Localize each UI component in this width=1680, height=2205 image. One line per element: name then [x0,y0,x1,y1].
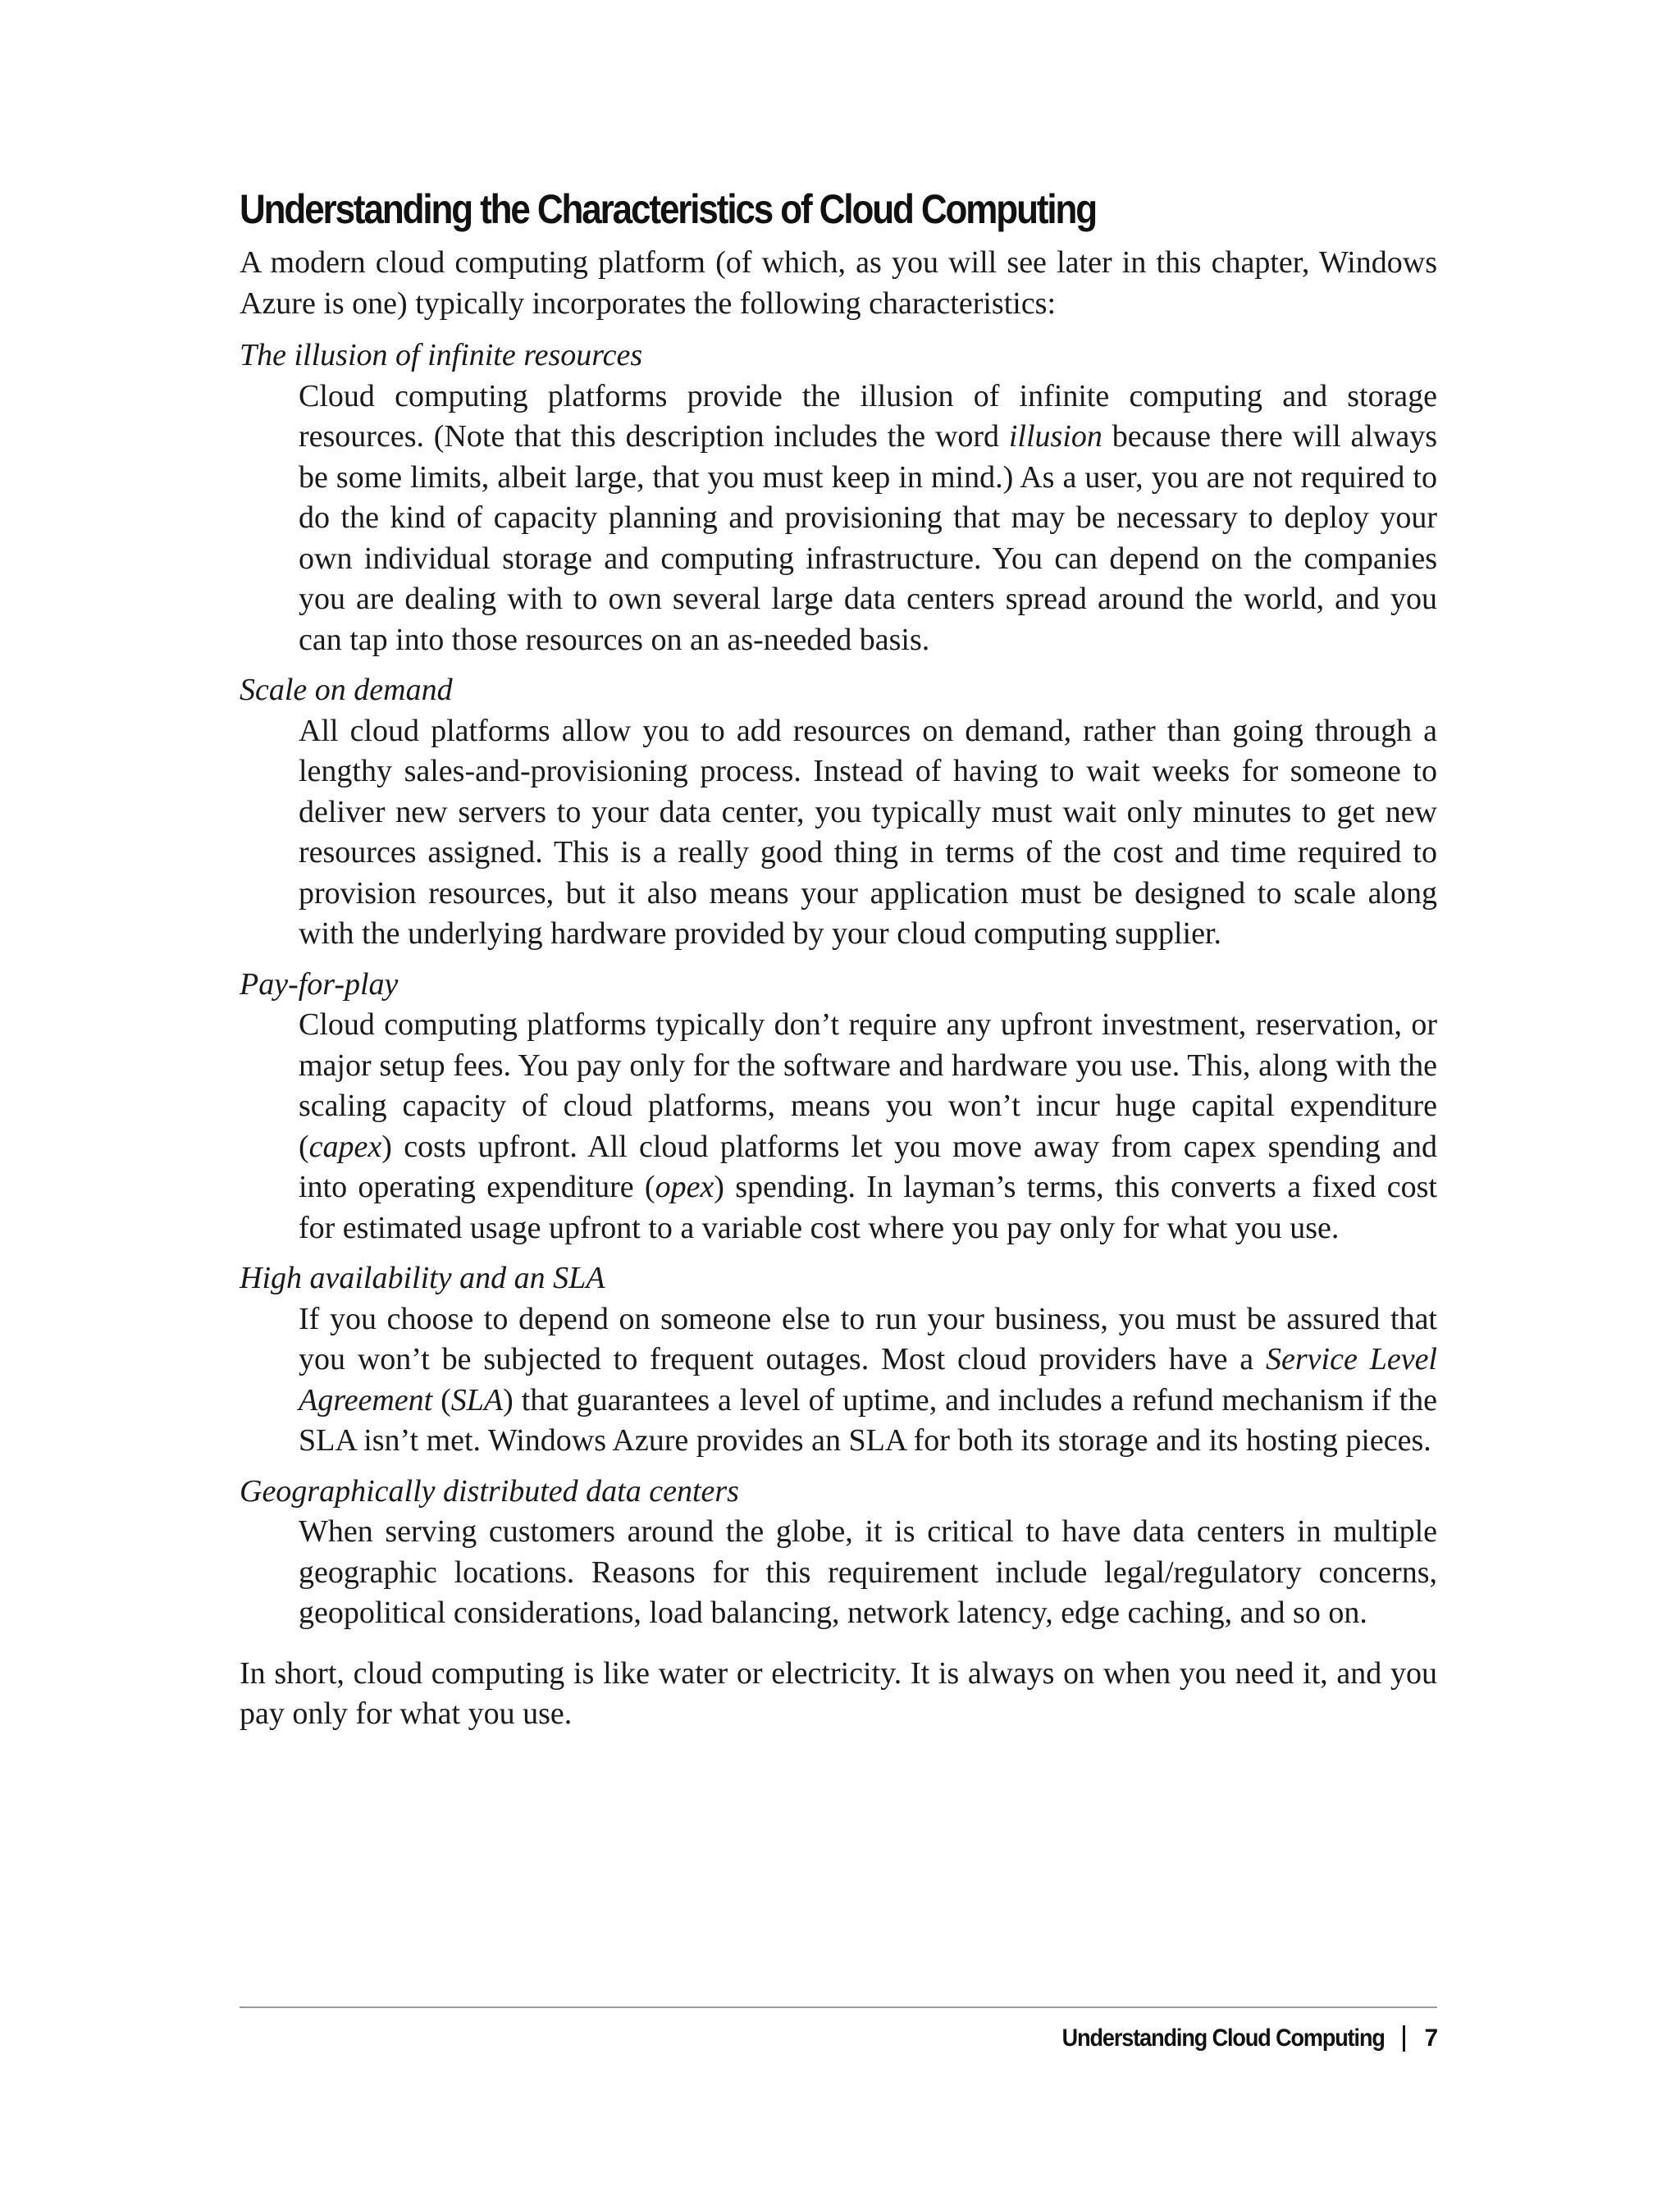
footer-chapter-title: Understanding Cloud Computing [1061,2025,1385,2052]
footer-divider [240,2006,1437,2008]
characteristic-term: The illusion of infinite resources [240,338,643,372]
definition-text: ( [432,1382,451,1418]
emphasized-term: opex [655,1170,714,1204]
characteristic-definition [299,1005,1437,1249]
definition-text: All cloud platforms allow you to add resources on demand, rather than going through a lengthy sales-and-provisioning process. Instead of having to wait weeks for someone to deliver new servers to your data center, you typically must wait only minutes to get new resources assigned. This is a really good thing in terms of the cost and time required to provision resources, but it also means your application must be designed to scale along with the underlying hardware provided by your cloud computing supplier. [299,713,1437,951]
characteristic-term: Geographically distributed data centers [240,1473,739,1509]
definition-text: When serving customers around the globe, it is critical to have data centers in multiple geographic locations. Reasons for this requirement include legal/regulatory concerns, geopolitical considerations, load balancing, network latency, edge caching, and so on. [299,1514,1437,1630]
page-content [240,182,1437,1735]
characteristic-term: High availability and an SLA [240,1261,605,1295]
summary-paragraph: In short, cloud computing is like water or electricity. It is always on when you need it, and you pay only for what you use. [240,1655,1437,1731]
definition-text: If you choose to depend on someone else to run your business, you must be assured that you won’t be subjected to frequent outages. Most cloud providers have a [299,1301,1437,1376]
definition-text: ) spending. In layman’s terms, this converts a fixed cost for estimated usage upfront to a variable cost where you pay only for what you use. [299,1170,1437,1245]
characteristic-definition [299,711,1437,955]
emphasized-term: illusion [1008,419,1102,454]
characteristic-definition [299,377,1437,661]
section-title: Understanding the Characteristics of Cloud Computing [240,186,1097,232]
footer-separator [1403,2025,1405,2052]
characteristic-definition [299,1299,1437,1462]
characteristics-list [240,336,1437,1634]
emphasized-term: SLA [450,1382,504,1418]
emphasized-term: Service Level Agreement [299,1342,1437,1418]
emphasized-term: capex [308,1129,382,1164]
definition-text: ) that guarantees a level of uptime, and includes a refund mechanism if the SLA isn’t met. Windows Azure provides an SLA for both its storage and its hosting pieces. [299,1382,1438,1458]
page-number: 7 [1424,2025,1437,2052]
definition-text: because there will always be some limits, albeit large, that you must keep in mind.) As a user, you are not required to do the kind of capacity planning and provisioning that may be necessary to deploy your own individual storage and computing infrastructure. You can depend on the companies you are dealing with to own several large data centers spread around the world, and you can tap into those resources on an as-needed basis. [299,419,1437,657]
definition-text: ) costs upfront. All cloud platforms let you move away from capex spending and into operating expenditure ( [299,1129,1437,1204]
characteristic-definition [299,1512,1437,1634]
definition-text: Cloud computing platforms typically don’t require any upfront investment, reservation, or major setup fees. You pay only for the software and hardware you use. This, along with the scaling capacity of cloud platforms, means you won’t incur huge capital expenditure ( [299,1007,1437,1164]
intro-paragraph: A modern cloud computing platform (of which, as you will see later in this chapter, Windows Azure is one) typically incorporates the following characteristics: [240,245,1437,321]
definition-text: Cloud computing platforms provide the illusion of infinite computing and storage resources. (Note that this description includes the word [299,378,1437,454]
characteristic-term: Pay-for-play [240,966,399,1002]
page-footer [1026,2025,1437,2052]
characteristic-term: Scale on demand [240,673,453,707]
